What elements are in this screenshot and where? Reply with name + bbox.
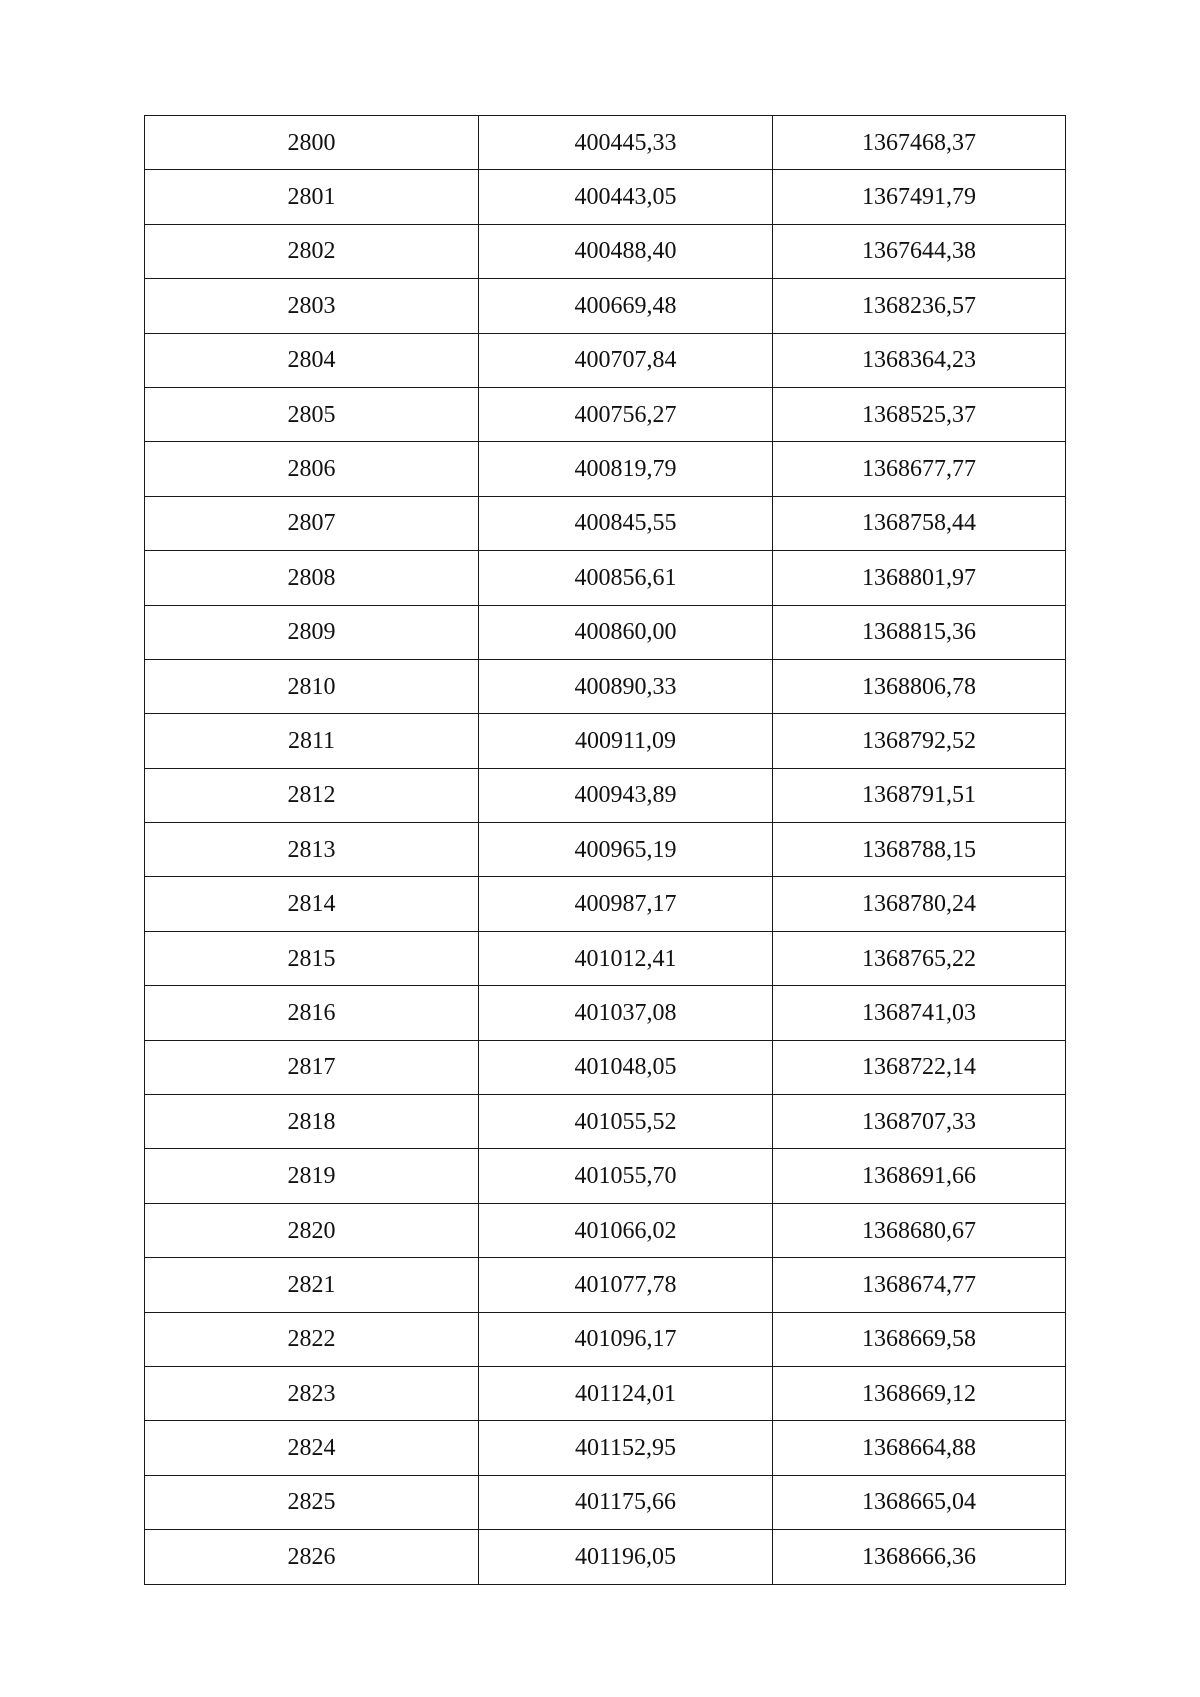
x-coordinate-cell: 400856,61 [479, 551, 773, 605]
y-coordinate-cell: 1368792,52 [773, 714, 1066, 768]
x-coordinate-cell: 400860,00 [479, 605, 773, 659]
point-number-cell: 2817 [145, 1040, 479, 1094]
x-coordinate-cell: 400987,17 [479, 877, 773, 931]
y-coordinate-cell: 1368806,78 [773, 659, 1066, 713]
x-coordinate-cell: 401055,52 [479, 1095, 773, 1149]
y-coordinate-cell: 1368236,57 [773, 279, 1066, 333]
y-coordinate-cell: 1368722,14 [773, 1040, 1066, 1094]
y-coordinate-cell: 1368525,37 [773, 387, 1066, 441]
x-coordinate-cell: 401096,17 [479, 1312, 773, 1366]
table-row [145, 551, 1066, 605]
point-number-cell: 2800 [145, 116, 479, 170]
y-coordinate-cell: 1368765,22 [773, 931, 1066, 985]
y-coordinate-cell: 1368669,12 [773, 1366, 1066, 1420]
point-number-cell: 2819 [145, 1149, 479, 1203]
table-row [145, 986, 1066, 1040]
y-coordinate-cell: 1368801,97 [773, 551, 1066, 605]
point-number-cell: 2816 [145, 986, 479, 1040]
x-coordinate-cell: 400445,33 [479, 116, 773, 170]
point-number-cell: 2806 [145, 442, 479, 496]
x-coordinate-cell: 401124,01 [479, 1366, 773, 1420]
y-coordinate-cell: 1368691,66 [773, 1149, 1066, 1203]
point-number-cell: 2824 [145, 1421, 479, 1475]
table-row [145, 1040, 1066, 1094]
x-coordinate-cell: 400443,05 [479, 170, 773, 224]
point-number-cell: 2813 [145, 823, 479, 877]
table-row [145, 1421, 1066, 1475]
table-row [145, 1530, 1066, 1584]
y-coordinate-cell: 1368791,51 [773, 768, 1066, 822]
point-number-cell: 2811 [145, 714, 479, 768]
table-row [145, 279, 1066, 333]
x-coordinate-cell: 401175,66 [479, 1475, 773, 1529]
x-coordinate-cell: 400845,55 [479, 496, 773, 550]
table-row [145, 1366, 1066, 1420]
coordinates-table-body [145, 116, 1066, 1585]
table-row [145, 877, 1066, 931]
point-number-cell: 2809 [145, 605, 479, 659]
table-row [145, 605, 1066, 659]
y-coordinate-cell: 1368364,23 [773, 333, 1066, 387]
table-row [145, 387, 1066, 441]
point-number-cell: 2805 [145, 387, 479, 441]
table-row [145, 1149, 1066, 1203]
y-coordinate-cell: 1368677,77 [773, 442, 1066, 496]
table-row [145, 1475, 1066, 1529]
point-number-cell: 2820 [145, 1203, 479, 1257]
table-row [145, 823, 1066, 877]
table-row [145, 714, 1066, 768]
x-coordinate-cell: 401012,41 [479, 931, 773, 985]
x-coordinate-cell: 401055,70 [479, 1149, 773, 1203]
x-coordinate-cell: 400756,27 [479, 387, 773, 441]
y-coordinate-cell: 1368669,58 [773, 1312, 1066, 1366]
table-row [145, 496, 1066, 550]
x-coordinate-cell: 400890,33 [479, 659, 773, 713]
table-row [145, 224, 1066, 278]
point-number-cell: 2818 [145, 1095, 479, 1149]
x-coordinate-cell: 400965,19 [479, 823, 773, 877]
point-number-cell: 2821 [145, 1258, 479, 1312]
table-row [145, 1312, 1066, 1366]
point-number-cell: 2825 [145, 1475, 479, 1529]
table-row [145, 768, 1066, 822]
point-number-cell: 2822 [145, 1312, 479, 1366]
table-row [145, 442, 1066, 496]
table-row [145, 116, 1066, 170]
y-coordinate-cell: 1368780,24 [773, 877, 1066, 931]
x-coordinate-cell: 401196,05 [479, 1530, 773, 1584]
x-coordinate-cell: 401037,08 [479, 986, 773, 1040]
point-number-cell: 2808 [145, 551, 479, 605]
table-row [145, 1203, 1066, 1257]
point-number-cell: 2810 [145, 659, 479, 713]
point-number-cell: 2826 [145, 1530, 479, 1584]
y-coordinate-cell: 1368741,03 [773, 986, 1066, 1040]
point-number-cell: 2807 [145, 496, 479, 550]
x-coordinate-cell: 401077,78 [479, 1258, 773, 1312]
y-coordinate-cell: 1368788,15 [773, 823, 1066, 877]
table-row [145, 1258, 1066, 1312]
y-coordinate-cell: 1368680,67 [773, 1203, 1066, 1257]
point-number-cell: 2815 [145, 931, 479, 985]
y-coordinate-cell: 1368707,33 [773, 1095, 1066, 1149]
x-coordinate-cell: 400488,40 [479, 224, 773, 278]
point-number-cell: 2814 [145, 877, 479, 931]
table-row [145, 333, 1066, 387]
x-coordinate-cell: 401048,05 [479, 1040, 773, 1094]
x-coordinate-cell: 400669,48 [479, 279, 773, 333]
x-coordinate-cell: 401066,02 [479, 1203, 773, 1257]
x-coordinate-cell: 400819,79 [479, 442, 773, 496]
y-coordinate-cell: 1368664,88 [773, 1421, 1066, 1475]
y-coordinate-cell: 1367644,38 [773, 224, 1066, 278]
y-coordinate-cell: 1368674,77 [773, 1258, 1066, 1312]
y-coordinate-cell: 1368758,44 [773, 496, 1066, 550]
x-coordinate-cell: 400707,84 [479, 333, 773, 387]
x-coordinate-cell: 400911,09 [479, 714, 773, 768]
x-coordinate-cell: 401152,95 [479, 1421, 773, 1475]
table-row [145, 1095, 1066, 1149]
y-coordinate-cell: 1367491,79 [773, 170, 1066, 224]
coordinates-table [144, 115, 1066, 1585]
x-coordinate-cell: 400943,89 [479, 768, 773, 822]
point-number-cell: 2823 [145, 1366, 479, 1420]
point-number-cell: 2812 [145, 768, 479, 822]
point-number-cell: 2803 [145, 279, 479, 333]
point-number-cell: 2802 [145, 224, 479, 278]
y-coordinate-cell: 1368665,04 [773, 1475, 1066, 1529]
point-number-cell: 2801 [145, 170, 479, 224]
table-row [145, 931, 1066, 985]
y-coordinate-cell: 1368815,36 [773, 605, 1066, 659]
point-number-cell: 2804 [145, 333, 479, 387]
y-coordinate-cell: 1367468,37 [773, 116, 1066, 170]
y-coordinate-cell: 1368666,36 [773, 1530, 1066, 1584]
table-row [145, 170, 1066, 224]
table-row [145, 659, 1066, 713]
